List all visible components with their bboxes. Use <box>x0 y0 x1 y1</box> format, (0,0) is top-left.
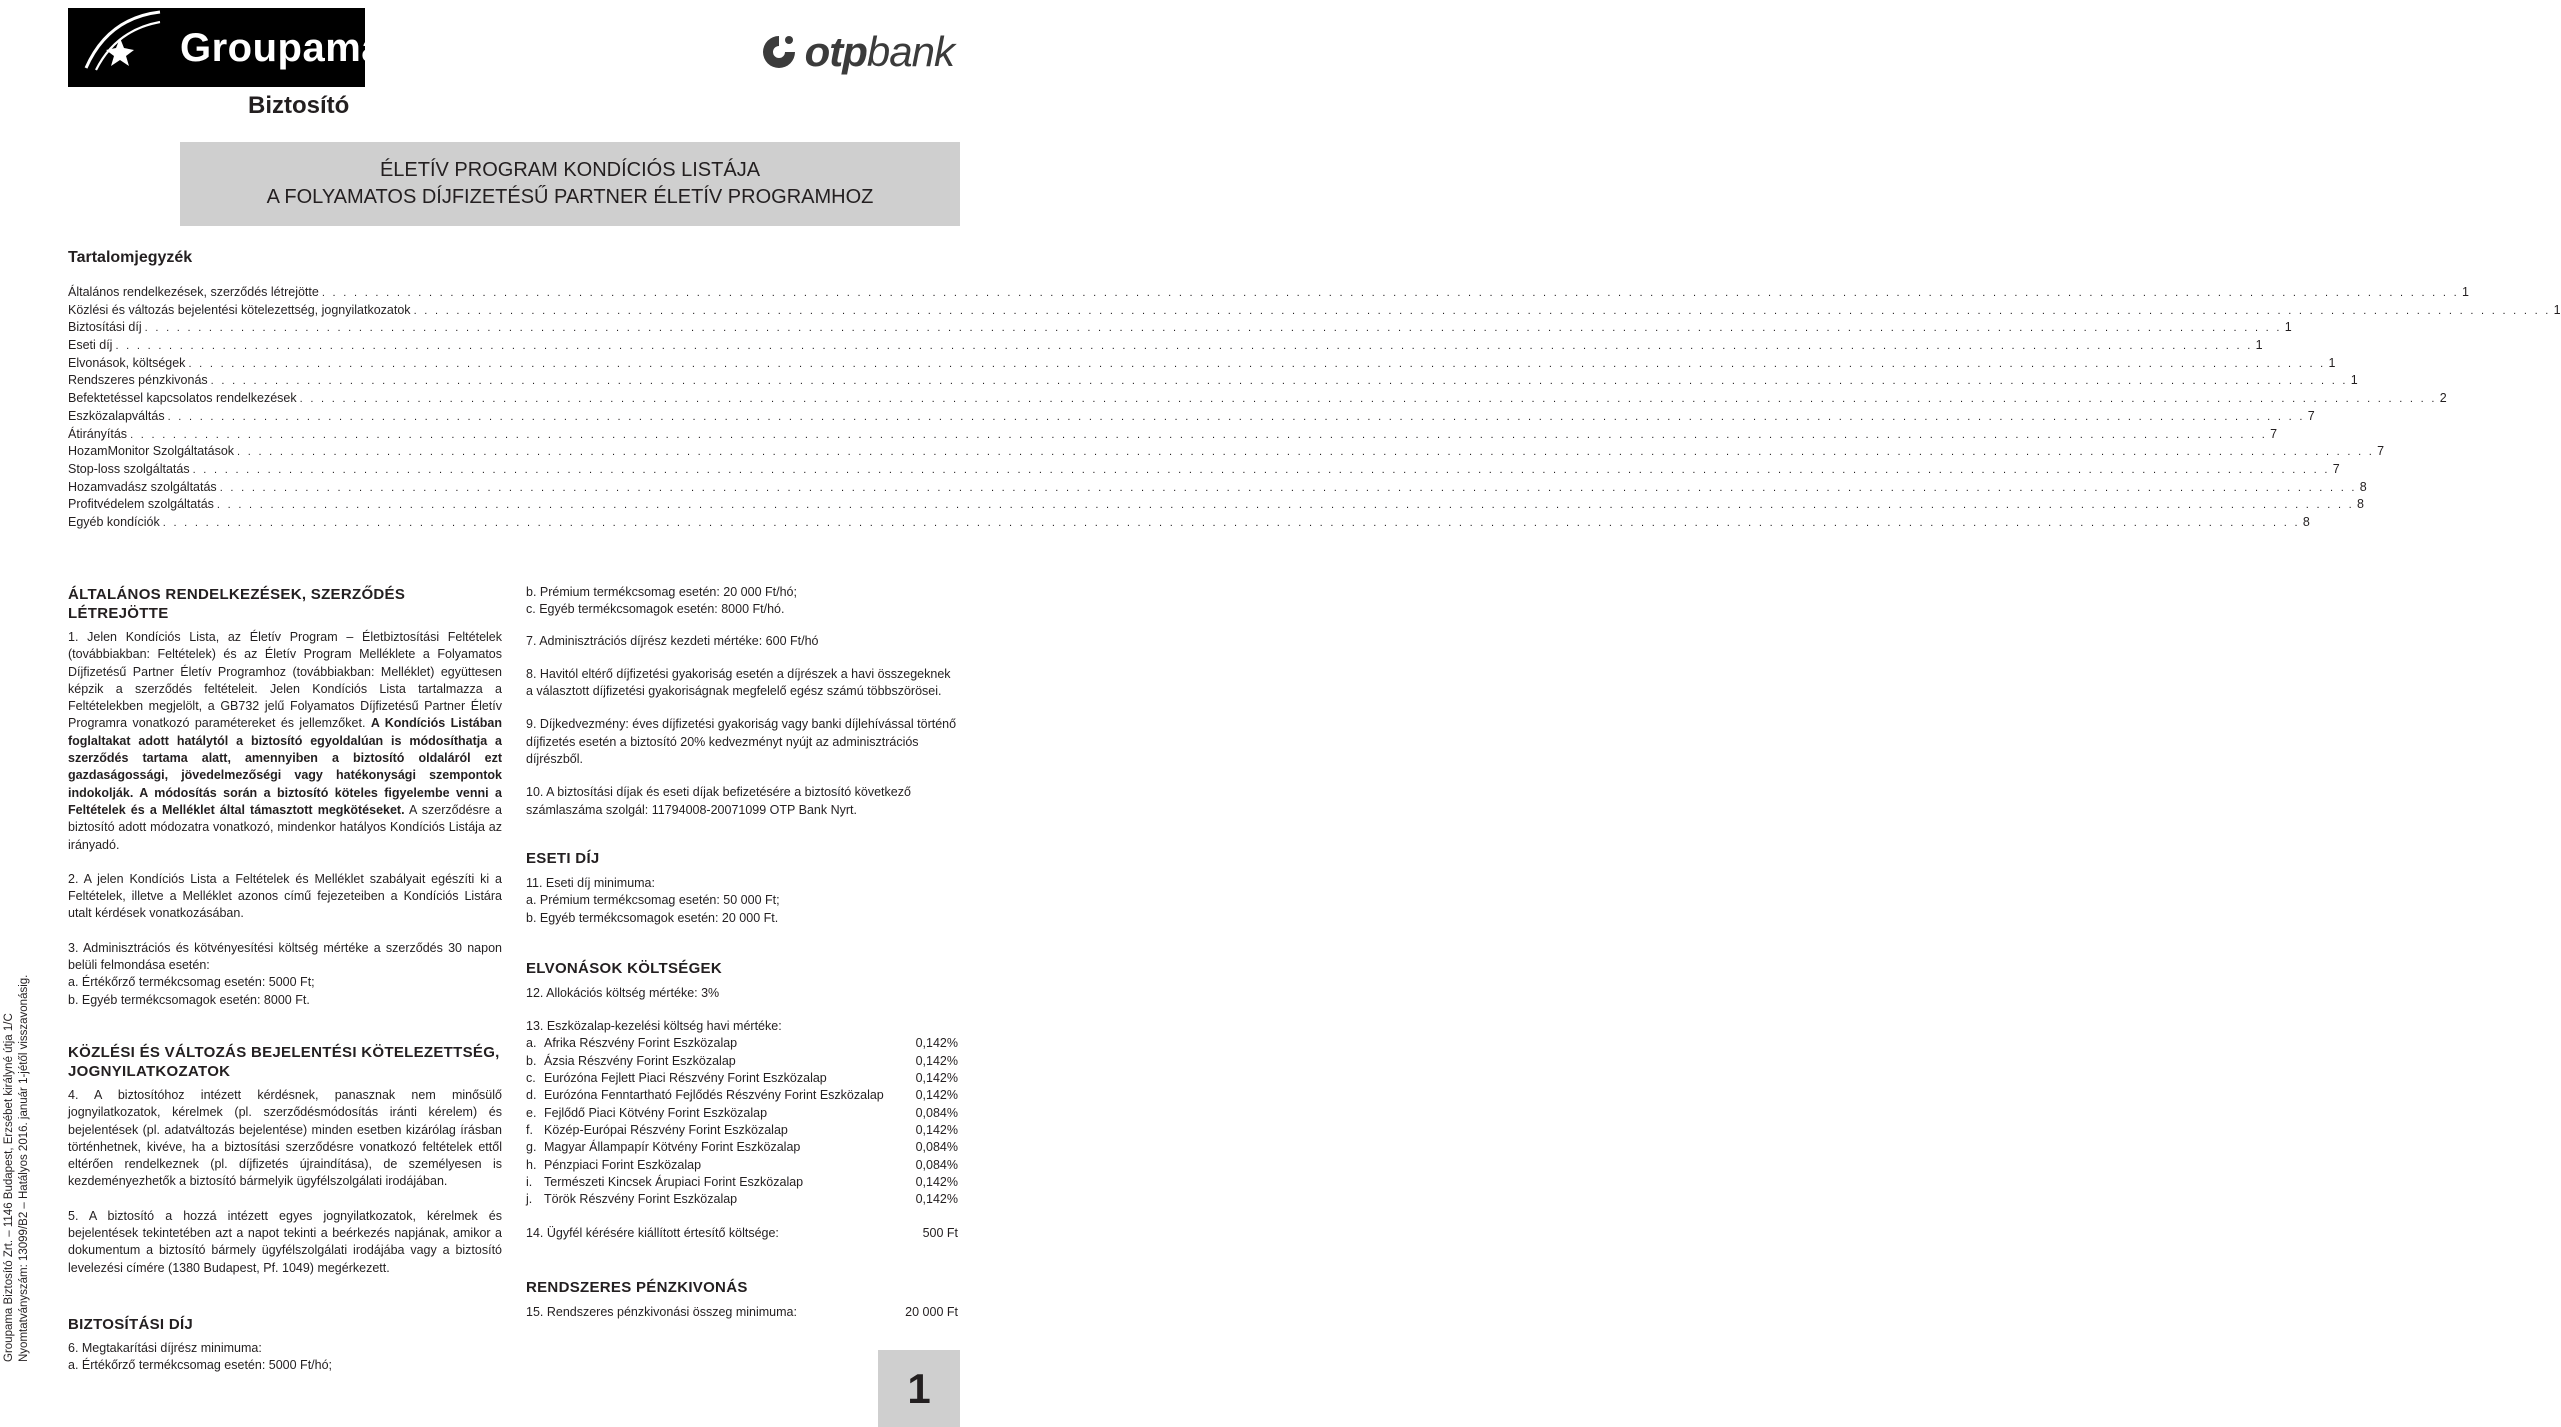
section-heading-notify-1: KÖZLÉSI ÉS VÁLTOZÁS BEJELENTÉSI KÖTELEZETTSÉG, <box>68 1043 500 1061</box>
paragraph-1-tail: A szerződésre a biztosító adott módozatra vonatkozó, mindenkor hatályos Kondíciós Listája az irányadó. <box>68 802 502 852</box>
toc-item-page: 1 <box>2328 355 2336 370</box>
fund-letter: j. <box>526 1192 533 1207</box>
toc-item-label: Egyéb kondíciók <box>68 514 160 529</box>
fund-name: Fejlődő Piaci Kötvény Forint Eszközalap <box>544 1105 768 1120</box>
fund-cost: 0,142% <box>915 1174 958 1189</box>
fund-letter: g. <box>526 1140 537 1155</box>
toc-item-label: Rendszeres pénzkivonás <box>68 373 208 388</box>
document-title-bar <box>180 142 960 226</box>
toc-item-page: 1 <box>2350 373 2358 388</box>
fund-cost: 0,142% <box>915 1053 958 1068</box>
toc-item[interactable] <box>68 319 2292 337</box>
toc-leader-dots: . . . . . . . . . . . . . . . . . . . . . . . . . . . . . . . . . . . . . . . . . . . . . . . . . . . . . . . . . . . . . . . . . . . . . . . . . . . . . . . . . . . . . . . . . . . . . . . . . . . . . . . . . . . . . . . . . . . . . . . . . . . . . . . . . . . . . . . . . . . . . . . . . . . . . . . . . . . . . . . . . . . . . . . . . . . . . . . . . . . . . . . . . . . . . . . . . . . . . . . . <box>299 393 2437 406</box>
paragraph-1-text: 1. Jelen Kondíciós Lista, az Életív Program – Életbiztosítási Feltételek (továbbiakban: Feltételek) és az Életív Program Melléklete a Folyamatos Díjfizetésű Partner Életív Programhoz (továbbiakban: Melléklet) együttesen képzik a szerződés feltételeit. Jelen Kondíciós Lista tartalmazza a Feltételekben megjelölt, a GB732 jelű Folyamatos Díjfizetésű Partner Életív Programra vonatkozó paramétereket és jellemzőket. <box>68 630 502 731</box>
fund-letter: b. <box>526 1053 537 1068</box>
section-heading-eseti: ESETI DÍJ <box>526 849 600 867</box>
fund-name: Pénzpiaci Forint Eszközalap <box>544 1157 702 1172</box>
toc-item-page: 8 <box>2359 479 2367 494</box>
fund-row <box>526 1070 958 1087</box>
fund-name: Török Részvény Forint Eszközalap <box>544 1192 738 1207</box>
toc-item-page: 7 <box>2307 408 2315 423</box>
section-heading-notify-2: JOGNYILATKOZATOK <box>68 1062 231 1080</box>
paragraph-14-value: 500 Ft <box>922 1226 958 1241</box>
paragraph-11b: b. Egyéb termékcsomagok esetén: 20 000 Ft. <box>526 910 779 925</box>
toc-item-label: HozamMonitor Szolgáltatások <box>68 444 235 459</box>
toc-item-label: Átirányítás <box>68 426 128 441</box>
fund-name: Ázsia Részvény Forint Eszközalap <box>544 1053 736 1068</box>
fund-row <box>526 1087 958 1104</box>
paragraph-5: 5. A biztosító a hozzá intézett egyes jognyilatkozatok, kérelmek és bejelentések tekintetében azt a napot tekinti a beérkezés napjának, amikor a dokumentum a biztosító bármely ügyfélszolgálati irodájába vagy a biztosító levelezési címére (1380 Budapest, Pf. 1049) megérkezett. <box>68 1208 502 1275</box>
section-heading-rendszeres: RENDSZERES PÉNZKIVONÁS <box>526 1278 748 1296</box>
fund-name: Eurózóna Fejlett Piaci Részvény Forint Eszközalap <box>544 1071 827 1086</box>
document-title-line1: ÉLETÍV PROGRAM KONDÍCIÓS LISTÁJA <box>379 159 761 181</box>
fund-row <box>526 1191 958 1208</box>
groupama-logo <box>68 8 385 87</box>
paragraph-6a: a. Értékőrző termékcsomag esetén: 5000 Ft/hó; <box>68 1358 333 1373</box>
paragraph-15-label: 15. Rendszeres pénzkivonási összeg minimuma: <box>526 1304 797 1319</box>
sidebar-line1: Groupama Biztosító Zrt. – 1146 Budapest, Erzsébet királyné útja 1/C <box>3 1013 15 1362</box>
paragraph-12: 12. Allokációs költség mértéke: 3% <box>526 985 720 1000</box>
fund-row <box>526 1174 958 1191</box>
fund-cost: 0,142% <box>915 1036 958 1051</box>
toc-leader-dots: . . . . . . . . . . . . . . . . . . . . . . . . . . . . . . . . . . . . . . . . . . . . . . . . . . . . . . . . . . . . . . . . . . . . . . . . . . . . . . . . . . . . . . . . . . . . . . . . . . . . . . . . . . . . . . . . . . . . . . . . . . . . . . . . . . . . . . . . . . . . . . . . . . . . . . . . . . . . . . . . . . . . . . . . . . . . . . . . . . . . . . . . . . . . . . . . . . . . . . . . <box>237 446 2375 459</box>
fund-letter: e. <box>526 1105 537 1120</box>
toc-item[interactable] <box>68 302 2561 320</box>
paragraph-11: 11. Eseti díj minimuma: <box>526 875 655 890</box>
paragraph-6b: b. Prémium termékcsomag esetén: 20 000 Ft/hó; <box>526 585 797 599</box>
toc-item-page: 1 <box>2284 320 2292 335</box>
toc-item-page: 2 <box>2439 391 2447 406</box>
toc-item[interactable] <box>68 408 2315 426</box>
paragraph-13: 13. Eszközalap-kezelési költség havi mértéke: <box>526 1019 782 1034</box>
toc-item[interactable] <box>68 337 2263 355</box>
fund-letter: f. <box>526 1122 533 1137</box>
toc-leader-dots: . . . . . . . . . . . . . . . . . . . . . . . . . . . . . . . . . . . . . . . . . . . . . . . . . . . . . . . . . . . . . . . . . . . . . . . . . . . . . . . . . . . . . . . . . . . . . . . . . . . . . . . . . . . . . . . . . . . . . . . . . . . . . . . . . . . . . . . . . . . . . . . . . . . . . . . . . . . . . . . . . . . . . . . . . . . . . . . . . . . . . . . . . . . . . . . . . . . . . . . . <box>162 516 2300 529</box>
fund-name: Közép-Európai Részvény Forint Eszközalap <box>544 1122 788 1137</box>
toc-item-page: 1 <box>2461 285 2469 299</box>
fund-cost: 0,084% <box>915 1157 958 1172</box>
toc-item-label: Profitvédelem szolgáltatás <box>68 497 214 512</box>
fund-row <box>526 1157 958 1174</box>
toc-item-label: Hozamvadász szolgáltatás <box>68 479 217 494</box>
fund-cost: 0,142% <box>915 1192 958 1207</box>
paragraph-10: 10. A biztosítási díjak és eseti díjak befizetésére a biztosító következő számlaszáma szolgál: 11794008-20071099 OTP Bank Nyrt. <box>526 785 911 817</box>
toc-item-label: Stop-loss szolgáltatás <box>68 461 190 476</box>
paragraph-4: 4. A biztosítóhoz intézett kérdésnek, panasznak nem minősülő jognyilatkozatok, kérelmek (pl. szerződésmódosítás iránti kérelem) és bejelentések (pl. adatváltozás bejelentése) minden esetben kizárólag írásban történhetnek, kivéve, ha a biztosítási szerződésre vonatkozó feltételek ettől eltérően rendelkeznek (pl. díjfizetés újraindítása), de személyesen is kezdeményezhetők a biztosító bármelyik ügyfélszolgálati irodájában. <box>68 1087 502 1189</box>
fund-cost: 0,142% <box>915 1088 958 1103</box>
toc-leader-dots: . . . . . . . . . . . . . . . . . . . . . . . . . . . . . . . . . . . . . . . . . . . . . . . . . . . . . . . . . . . . . . . . . . . . . . . . . . . . . . . . . . . . . . . . . . . . . . . . . . . . . . . . . . . . . . . . . . . . . . . . . . . . . . . . . . . . . . . . . . . . . . . . . . . . . . . . . . . . . . . . . . . . . . . . . . . . . . . . . . . . . . . . . . . . . . . . . . . . . . . . <box>219 481 2357 494</box>
fund-letter: c. <box>526 1071 536 1086</box>
toc-item-page: 7 <box>2377 444 2385 459</box>
fund-cost: 0,084% <box>915 1140 958 1155</box>
left-column <box>68 585 502 1375</box>
fund-letter: a. <box>526 1036 537 1051</box>
toc-item-page: 8 <box>2357 497 2364 512</box>
paragraph-15-value: 20 000 Ft <box>905 1304 958 1319</box>
paragraph-14 <box>526 1225 958 1242</box>
paragraph-3a: a. Értékőrző termékcsomag esetén: 5000 Ft; <box>68 975 315 990</box>
paragraph-2: 2. A jelen Kondíciós Lista a Feltételek és Melléklet szabályait egészíti ki a Feltételek, illetve a Melléklet azonos című fejezeteiben a Kondíciós Listára utalt kérdések vonatkozásában. <box>68 871 502 921</box>
toc-item[interactable] <box>68 390 2447 408</box>
section-heading-fee: BIZTOSÍTÁSI DÍJ <box>68 1315 194 1333</box>
toc-item[interactable] <box>68 496 2364 514</box>
brand-subtitle: Biztosító <box>248 92 350 119</box>
groupama-wordmark: Groupama <box>180 26 385 70</box>
fund-row <box>526 1105 958 1122</box>
otp-wordmark: otp <box>804 28 867 75</box>
paragraph-8: 8. Havitól eltérő díjfizetési gyakoriság esetén a díjrészek a havi összegeknek a választott díjfizetési gyakoriságnak megfelelő egész számú többszörösei. <box>526 666 951 699</box>
paragraph-7: 7. Adminisztrációs díjrész kezdeti mértéke: 600 Ft/hó <box>526 633 819 648</box>
fund-row <box>526 1053 958 1070</box>
toc-leader-dots: . . . . . . . . . . . . . . . . . . . . . . . . . . . . . . . . . . . . . . . . . . . . . . . . . . . . . . . . . . . . . . . . . . . . . . . . . . . . . . . . . . . . . . . . . . . . . . . . . . . . . . . . . . . . . . . . . . . . . . . . . . . . . . . . . . . . . . . . . . . . . . . . . . . . . . . . . . . . . . . . . . . . . . . . . . . . . . . . . . . . . . . . . . . . . . . . . . . . . . . . <box>188 357 2326 370</box>
fund-row <box>526 1035 958 1052</box>
toc-title: Tartalomjegyzék <box>68 249 193 266</box>
toc-leader-dots: . . . . . . . . . . . . . . . . . . . . . . . . . . . . . . . . . . . . . . . . . . . . . . . . . . . . . . . . . . . . . . . . . . . . . . . . . . . . . . . . . . . . . . . . . . . . . . . . . . . . . . . . . . . . . . . . . . . . . . . . . . . . . . . . . . . . . . . . . . . . . . . . . . . . . . . . . . . . . . . . . . . . . . . . . . . . . . . . . . . . . . . . . . . . . . . . . . . . . . . . <box>192 463 2330 476</box>
toc-leader-dots: . . . . . . . . . . . . . . . . . . . . . . . . . . . . . . . . . . . . . . . . . . . . . . . . . . . . . . . . . . . . . . . . . . . . . . . . . . . . . . . . . . . . . . . . . . . . . . . . . . . . . . . . . . . . . . . . . . . . . . . . . . . . . . . . . . . . . . . . . . . . . . . . . . . . . . . . . . . . . . . . . . . . . . . . . . . . . . . . . . . . . . . . . . . . . . . . . . . . . . . . <box>130 428 2268 441</box>
toc-item-label: Közlési és változás bejelentési kötelezettség, jognyilatkozatok <box>68 302 411 317</box>
section-heading-general: ÁLTALÁNOS RENDELKEZÉSEK, SZERZŐDÉS LÉTREJÖTTE <box>68 586 406 622</box>
paragraph-6: 6. Megtakarítási díjrész minimuma: <box>68 1340 262 1355</box>
toc-item-label: Eseti díj <box>68 338 113 353</box>
fund-name: Afrika Részvény Forint Eszközalap <box>544 1036 738 1051</box>
toc-leader-dots: . . . . . . . . . . . . . . . . . . . . . . . . . . . . . . . . . . . . . . . . . . . . . . . . . . . . . . . . . . . . . . . . . . . . . . . . . . . . . . . . . . . . . . . . . . . . . . . . . . . . . . . . . . . . . . . . . . . . . . . . . . . . . . . . . . . . . . . . . . . . . . . . . . . . . . . . . . . . . . . . . . . . . . . . . . . . . . . . . . . . . . . . . . . . . . . . . . . . . . . . <box>210 375 2348 388</box>
toc-item-page: 8 <box>2302 514 2310 529</box>
fund-cost: 0,142% <box>915 1071 958 1086</box>
sidebar-imprint <box>2 932 32 1362</box>
toc-item-label: Biztosítási díj <box>68 320 142 335</box>
fund-name: Magyar Állampapír Kötvény Forint Eszközalap <box>544 1140 801 1155</box>
toc-item-page: 7 <box>2270 426 2278 441</box>
paragraph-11a: a. Prémium termékcsomag esetén: 50 000 Ft; <box>526 893 780 908</box>
toc-item-label: Általános rendelkezések, szerződés létrejötte <box>68 285 319 299</box>
fund-cost: 0,142% <box>915 1122 958 1137</box>
toc-item[interactable] <box>68 355 2336 373</box>
sidebar-line2: Nyomtatványszám: 13099/B2 – Hatályos 2016. január 1-jétől visszavonásig. <box>18 974 30 1362</box>
document-title-line2: A FOLYAMATOS DÍJFIZETÉSŰ PARTNER ÉLETÍV PROGRAMHOZ <box>266 186 874 208</box>
fund-letter: i. <box>526 1174 533 1189</box>
right-column <box>526 584 958 1321</box>
paragraph-6c: c. Egyéb termékcsomagok esetén: 8000 Ft/hó. <box>526 602 785 617</box>
paragraph-1-bold: A Kondíciós Listában foglaltakat adott hatálytól a biztosító egyoldalúan is módosíthatja a szerződés tartama alatt, amennyiben a biztosító oldaláról ezt gazdaságossági, jövedelmezőségi vagy hatékonysági szempontok indokolják. A módosítás során a biztosító köteles figyelembe venni a Feltételek és a Melléklet által támasztott megkötéseket. <box>68 716 502 817</box>
page-number: 1 <box>878 1350 960 1427</box>
otpbank-logo <box>759 28 954 76</box>
toc-item[interactable] <box>68 426 2278 444</box>
toc-item-label: Befektetéssel kapcsolatos rendelkezések <box>68 391 297 406</box>
toc-item[interactable] <box>68 461 2340 479</box>
paragraph-9: 9. Díjkedvezmény: éves díjfizetési gyakoriság vagy banki díjlehívással történő díjfizetés esetén a biztosító 20% kedvezményt nyújt az adminisztrációs díjrészből. <box>526 717 957 767</box>
paragraph-15 <box>526 1304 958 1321</box>
paragraph-3b: b. Egyéb termékcsomagok esetén: 8000 Ft. <box>68 992 310 1007</box>
fund-row <box>526 1139 958 1156</box>
fund-cost-list <box>526 1035 958 1208</box>
toc-leader-dots: . . . . . . . . . . . . . . . . . . . . . . . . . . . . . . . . . . . . . . . . . . . . . . . . . . . . . . . . . . . . . . . . . . . . . . . . . . . . . . . . . . . . . . . . . . . . . . . . . . . . . . . . . . . . . . . . . . . . . . . . . . . . . . . . . . . . . . . . . . . . . . . . . . . . . . . . . . . . . . . . . . . . . . . . . . . . . . . . . . . . . . . . . . . . . . . . . . . . . . . . <box>167 410 2305 423</box>
fund-cost: 0,084% <box>915 1105 958 1120</box>
toc-leader-dots: . . . . . . . . . . . . . . . . . . . . . . . . . . . . . . . . . . . . . . . . . . . . . . . . . . . . . . . . . . . . . . . . . . . . . . . . . . . . . . . . . . . . . . . . . . . . . . . . . . . . . . . . . . . . . . . . . . . . . . . . . . . . . . . . . . . . . . . . . . . . . . . . . . . . . . . . . . . . . . . . . . . . . . . . . . . . . . . . . . . . . . . . . . . . . . . . . . . . . . . . <box>413 304 2551 317</box>
toc-item-page: 1 <box>2255 338 2263 353</box>
toc-item-page: 1 <box>2553 302 2561 317</box>
fund-letter: h. <box>526 1157 537 1172</box>
toc-leader-dots: . . . . . . . . . . . . . . . . . . . . . . . . . . . . . . . . . . . . . . . . . . . . . . . . . . . . . . . . . . . . . . . . . . . . . . . . . . . . . . . . . . . . . . . . . . . . . . . . . . . . . . . . . . . . . . . . . . . . . . . . . . . . . . . . . . . . . . . . . . . . . . . . . . . . . . . . . . . . . . . . . . . . . . . . . . . . . . . . . . . . . . . . . . . . . . . . . . . . . . . . <box>144 322 2282 335</box>
fund-name: Eurózóna Fenntartható Fejlődés Részvény Forint Eszközalap <box>544 1088 884 1103</box>
toc-item[interactable] <box>68 372 2358 390</box>
section-heading-elvonasok: ELVONÁSOK KÖLTSÉGEK <box>526 959 722 977</box>
fund-name: Természeti Kincsek Árupiaci Forint Eszközalap <box>544 1174 804 1189</box>
toc-item-label: Eszközalapváltás <box>68 408 165 423</box>
toc-item-label: Elvonások, költségek <box>68 355 186 370</box>
fund-letter: d. <box>526 1088 537 1103</box>
bank-wordmark: bank <box>866 28 954 75</box>
table-of-contents <box>68 284 2561 532</box>
toc-leader-dots: . . . . . . . . . . . . . . . . . . . . . . . . . . . . . . . . . . . . . . . . . . . . . . . . . . . . . . . . . . . . . . . . . . . . . . . . . . . . . . . . . . . . . . . . . . . . . . . . . . . . . . . . . . . . . . . . . . . . . . . . . . . . . . . . . . . . . . . . . . . . . . . . . . . . . . . . . . . . . . . . . . . . . . . . . . . . . . . . . . . . . . . . . . . . . . . . . . . . . . . . <box>216 499 2355 512</box>
paragraph-3: 3. Adminisztrációs és kötvényesítési költség mértéke a szerződés 30 napon belüli felmondása esetén: <box>68 940 502 973</box>
toc-item[interactable] <box>68 443 2385 461</box>
toc-leader-dots: . . . . . . . . . . . . . . . . . . . . . . . . . . . . . . . . . . . . . . . . . . . . . . . . . . . . . . . . . . . . . . . . . . . . . . . . . . . . . . . . . . . . . . . . . . . . . . . . . . . . . . . . . . . . . . . . . . . . . . . . . . . . . . . . . . . . . . . . . . . . . . . . . . . . . . . . . . . . . . . . . . . . . . . . . . . . . . . . . . . . . . . . . . . . . . . . . . . . . . . . <box>115 340 2253 353</box>
toc-item[interactable] <box>68 514 2310 532</box>
toc-leader-dots: . . . . . . . . . . . . . . . . . . . . . . . . . . . . . . . . . . . . . . . . . . . . . . . . . . . . . . . . . . . . . . . . . . . . . . . . . . . . . . . . . . . . . . . . . . . . . . . . . . . . . . . . . . . . . . . . . . . . . . . . . . . . . . . . . . . . . . . . . . . . . . . . . . . . . . . . . . . . . . . . . . . . . . . . . . . . . . . . . . . . . . . . . . . . . . . . . . . . . . . . <box>321 287 2459 299</box>
toc-item-page: 7 <box>2332 461 2340 476</box>
groupama-emblem-icon <box>68 8 168 87</box>
toc-item[interactable] <box>68 479 2367 497</box>
otp-emblem-icon <box>759 32 799 72</box>
fund-row <box>526 1122 958 1139</box>
paragraph-1 <box>68 629 502 854</box>
toc-item[interactable] <box>68 284 2469 302</box>
paragraph-14-label: 14. Ügyfél kérésére kiállított értesítő költsége: <box>526 1226 779 1241</box>
